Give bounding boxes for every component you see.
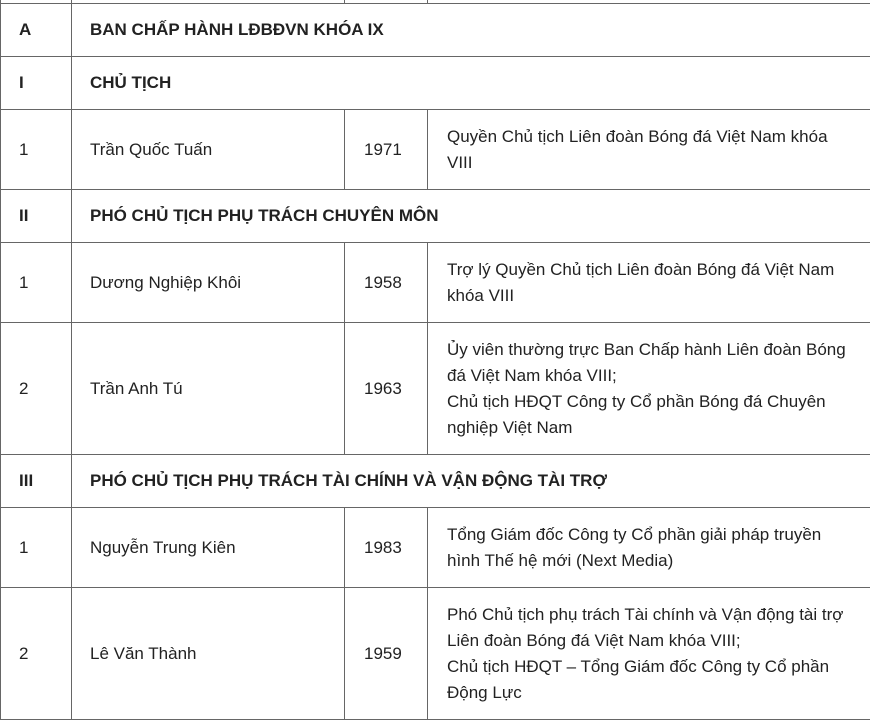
committee-table-body [1, 0, 870, 720]
member-position [428, 110, 870, 190]
section-code: A [1, 4, 72, 57]
position-line: Trợ lý Quyền Chủ tịch Liên đoàn Bóng đá Việt Nam khóa VIII [447, 257, 852, 309]
member-birth-year: 1963 [345, 323, 428, 455]
position-line: Quyền Chủ tịch Liên đoàn Bóng đá Việt Nam khóa VIII [447, 124, 852, 176]
position-line: Chủ tịch HĐQT Công ty Cổ phần Bóng đá Chuyên nghiệp Việt Nam [447, 389, 852, 441]
member-position [428, 243, 870, 323]
member-name: Trần Anh Tú [72, 323, 345, 455]
section-code: I [1, 57, 72, 110]
member-row [1, 508, 870, 588]
member-birth-year: 1958 [345, 243, 428, 323]
position-line: Tổng Giám đốc Công ty Cổ phần giải pháp truyền hình Thế hệ mới (Next Media) [447, 522, 852, 574]
member-row [1, 243, 870, 323]
section-row [1, 190, 870, 243]
member-number: 1 [1, 110, 72, 190]
member-birth-year: 1971 [345, 110, 428, 190]
position-line: Chủ tịch HĐQT – Tổng Giám đốc Công ty Cổ phần Động Lực [447, 654, 852, 706]
section-title: BAN CHẤP HÀNH LĐBĐVN KHÓA IX [72, 4, 870, 57]
member-name: Trần Quốc Tuấn [72, 110, 345, 190]
member-name: Lê Văn Thành [72, 588, 345, 720]
member-row [1, 323, 870, 455]
position-line: Phó Chủ tịch phụ trách Tài chính và Vận động tài trợ Liên đoàn Bóng đá Việt Nam khóa VIII; [447, 602, 852, 654]
member-number: 2 [1, 588, 72, 720]
section-row [1, 455, 870, 508]
section-title: CHỦ TỊCH [72, 57, 870, 110]
member-birth-year: 1959 [345, 588, 428, 720]
section-row [1, 57, 870, 110]
position-line: Ủy viên thường trực Ban Chấp hành Liên đoàn Bóng đá Việt Nam khóa VIII; [447, 337, 852, 389]
section-title: PHÓ CHỦ TỊCH PHỤ TRÁCH TÀI CHÍNH VÀ VẬN ĐỘNG TÀI TRỢ [72, 455, 870, 508]
member-number: 2 [1, 323, 72, 455]
member-row [1, 588, 870, 720]
member-position [428, 588, 870, 720]
member-number: 1 [1, 508, 72, 588]
member-position [428, 323, 870, 455]
member-position [428, 508, 870, 588]
member-row [1, 110, 870, 190]
member-birth-year: 1983 [345, 508, 428, 588]
member-name: Nguyễn Trung Kiên [72, 508, 345, 588]
section-title: PHÓ CHỦ TỊCH PHỤ TRÁCH CHUYÊN MÔN [72, 190, 870, 243]
section-row [1, 4, 870, 57]
section-code: III [1, 455, 72, 508]
section-code: II [1, 190, 72, 243]
member-number: 1 [1, 243, 72, 323]
member-name: Dương Nghiệp Khôi [72, 243, 345, 323]
